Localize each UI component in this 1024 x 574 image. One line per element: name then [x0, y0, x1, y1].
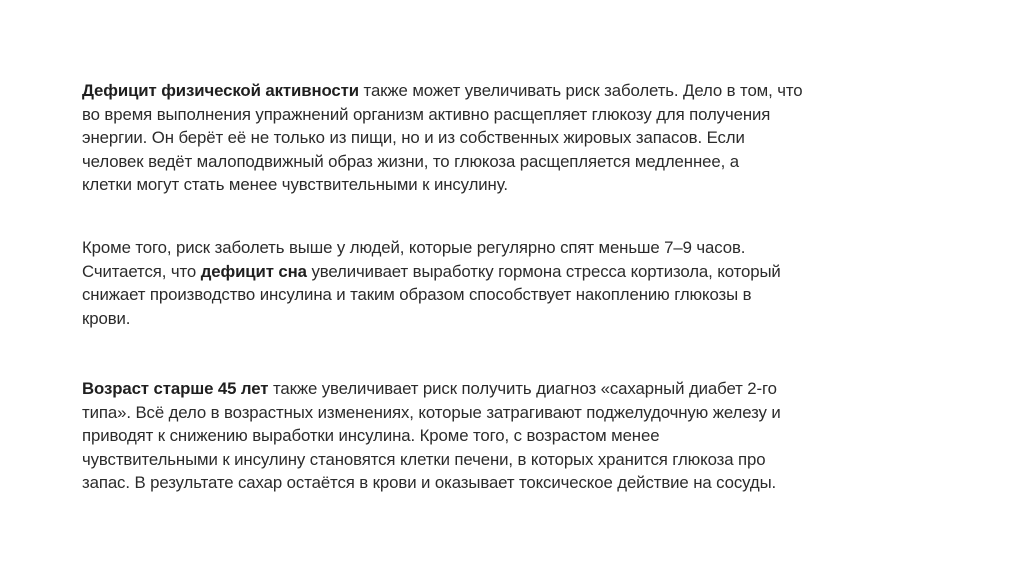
- bold-term-sleep-deficit: дефицит сна: [200, 261, 307, 281]
- paragraph-text: также увеличивает риск получить диагноз «сахарный диабет 2-го типа». Всё дело в возрастных изменениях, которые затрагивают поджелудочную железу и приводят к снижению выработки инсулина. Кроме того, с возрастом менее чувствительными к инсулину становятся клетки печени, в которых хранится глюкоза про запас. В результате сахар остаётся в крови и оказывает токсическое действие на сосуды.: [82, 379, 781, 493]
- paragraph-text: увеличивает выработку гормона стресса кортизола, который снижает производство инсулина и таким образом способствует накоплению глюкозы в крови.: [82, 261, 781, 328]
- bold-term-age: Возраст старше 45 лет: [82, 379, 269, 398]
- paragraph-text: Кроме того, риск заболеть выше у людей, которые регулярно спят меньше 7–9 часов. Считается, что: [82, 238, 746, 281]
- paragraph-sleep-deficit: [82, 236, 952, 330]
- paragraph-age: [82, 377, 952, 495]
- paragraph-text: также может увеличивать риск заболеть. Дело в том, что во время выполнения упражнений организм активно расщепляет глюкозу для получения энергии. Он берёт её не только из пищи, но и из собственных жировых запасов. Если человек ведёт малоподвижный образ жизни, то глюкоза расщепляется медленнее, а клетки могут стать менее чувствительными к инсулину.: [82, 81, 803, 195]
- bold-term-physical-activity: Дефицит физической активности: [82, 81, 359, 100]
- paragraph-physical-activity: [82, 79, 952, 197]
